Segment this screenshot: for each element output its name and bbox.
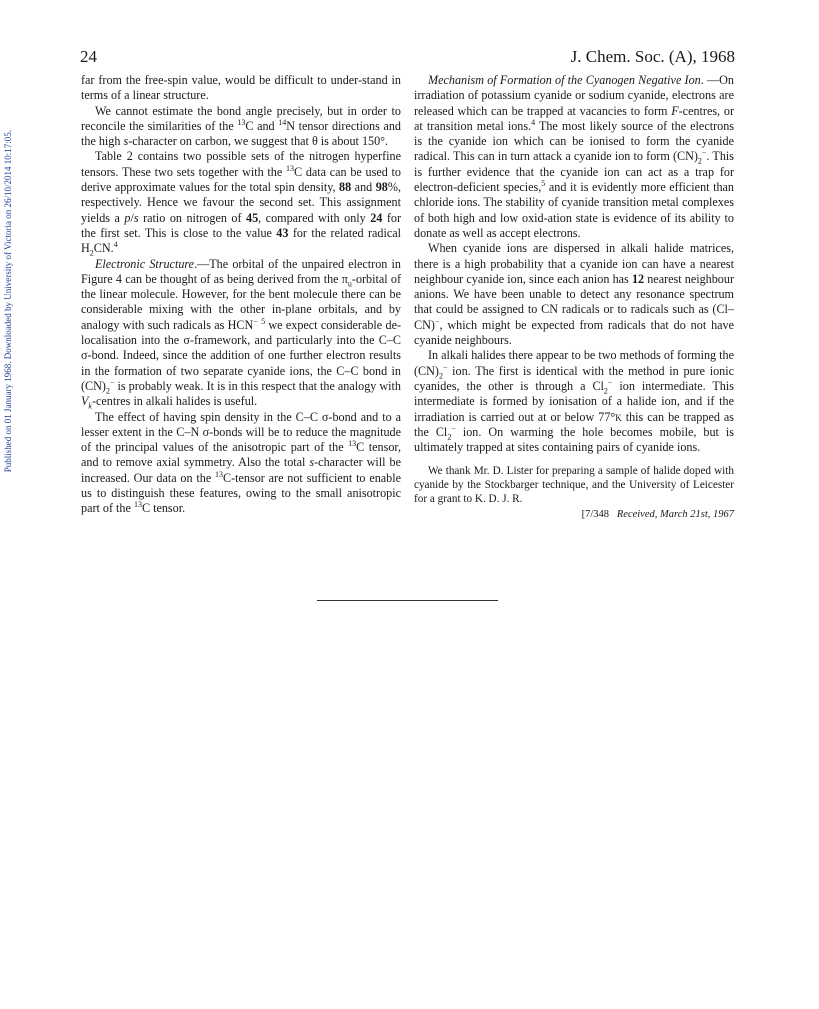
- paragraph: Table 2 contains two possible sets of the nitrogen hyperfine tensors. These two sets together with the $^{13}$C data can be used to derive approximate values for the total spin density, 88 and 98%, respectively. Hence we favour the second set. This assignment yields a p/s ratio on nitrogen of 45, compared with only 24 for the first set. This is close to the value 43 for the related radical $H_2CN.^4$: [81, 149, 401, 258]
- paragraph: far from the free-spin value, would be difficult to under-stand in terms of a linear structure.: [81, 73, 401, 103]
- received-label: Received,: [616, 508, 658, 520]
- paragraph: We cannot estimate the bond angle precisely, but in order to reconcile the similarities of the $^{13}$C and $^{14}$N tensor directions and the high s-character on carbon, we suggest that θ is about 150°.: [81, 103, 401, 149]
- paragraph: When cyanide ions are dispersed in alkali halide matrices, there is a high probability that a cyanide ion can have a nearest neighbour cyanide ion, since each anion has 12 nearest neighbour anions. We have been unable to detect any resonance spectrum that could be assigned to CN radicals or to radicals such as (Cl–CN)−, which might be expected from radicals that do not have cyanide neighbours.: [414, 241, 734, 348]
- end-rule: [317, 600, 498, 601]
- received-line: [414, 507, 734, 522]
- left-column: [81, 73, 401, 517]
- download-notice: Published on 01 January 1968. Downloaded by University of Victoria on 26/10/2014 10:17:05.: [3, 130, 13, 473]
- received-ref: [7/348: [581, 508, 609, 520]
- page-number: 24: [80, 47, 97, 66]
- received-date: March 21st, 1967: [660, 508, 734, 520]
- acknowledgement: We thank Mr. D. Lister for preparing a sample of halide doped with cyanide by the Stockbarger technique, and the University of Leicester for a grant to K. D. J. R.: [414, 465, 734, 505]
- paragraph: The effect of having spin density in the C–C σ-bond and to a lesser extent in the C–N σ-bonds will be to reduce the magnitude of the principal values of the anisotropic part of the $^{13}$C tensor, and to remove axial symmetry. Also the total s-character will be increased. Our data on the $^{13}$C-tensor are not sufficient to enable us to distinguish these features, owing to the small anisotropic part of the $^{13}$C tensor.: [81, 409, 402, 516]
- right-column: [414, 73, 734, 522]
- paragraph: In alkali halides there appear to be two methods of forming the $(CN)_2^-$ ion. The first is identical with the method in pure ionic cyanides, the other is through a $Cl_2^-$ ion intermediate. This intermediate is formed by ionisation of a halide ion, and if the irradiation is carried out at or below 77°k this can be trapped as the $Cl_2^-$ ion. On warming the hole becomes mobile, but is ultimately trapped at sites containing pairs of cyanide ions.: [414, 348, 734, 455]
- paragraph: Mechanism of Formation of the Cyanogen Negative Ion. —On irradiation of potassium cyanide or sodium cyanide, electrons are released which can be trapped at vacancies to form F-centres, or at transition metal ions.$^4$ The most likely source of the electrons is the cyanide ion which can be ionised to form the cyanide radical. This can in turn attack a cyanide ion to form $(CN)_2^-$. This is further evidence that the cyanide ion can act as a trap for electron-deficient species,$^5$ and it is evidently more efficient than chloride ions. The stability of cyanide transition metal complexes of both high and low oxid-ation state is evidence of its ability to donate as well as accept electrons.: [414, 73, 735, 240]
- journal-citation: J. Chem. Soc. (A), 1968: [570, 47, 735, 66]
- paragraph: Electronic Structure.—The orbital of the unpaired electron in Figure 4 can be thought of as being derived from the $\pi_u$-orbital of the linear molecule. However, for the bent molecule there can be considerable mixing with the other in-plane orbitals, and by analogy with such radicals as HCN− $^5$ we expect considerable de-localisation into the σ-framework, and particularly into the C–C σ-bond. Indeed, since the addition of one further electron results in the formation of two separate cyanide ions, the C–C bond in $(CN)_2^-$ is probably weak. It is in this respect that the analogy with $V_k$-centres in alkali halides is useful.: [81, 256, 401, 411]
